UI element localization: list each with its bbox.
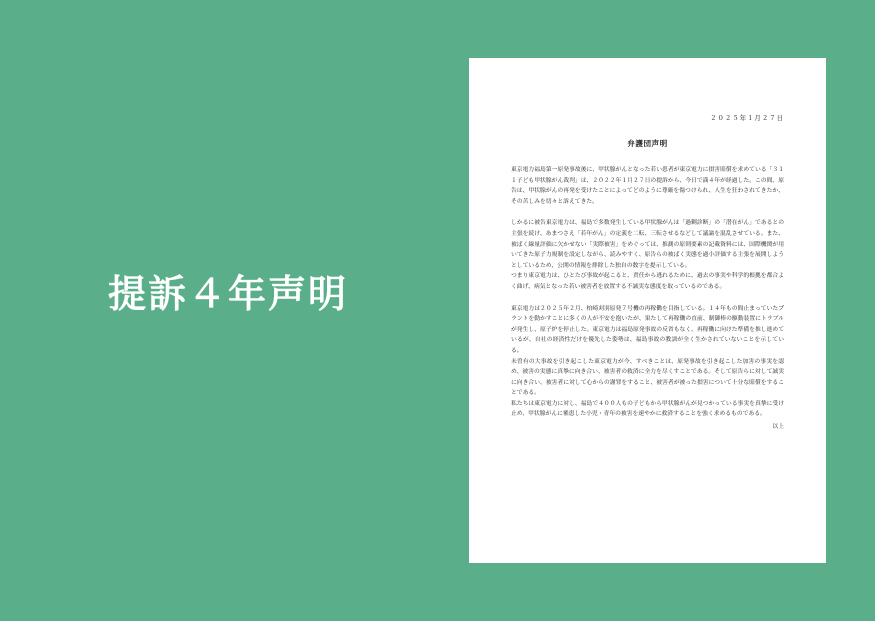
statement-document — [469, 58, 826, 563]
paragraph-4: 東京電力は２０２５年２月、柏崎刈羽原発７号機の再稼働を目指している。１４年もの間止まっていたプラントを動かすことに多くの人が不安を抱いたが、果たして再稼働の直前、制御棒の駆動装置にトラブルが発生し、原子炉を停止した。東京電力は福島原発事故の反省もなく、再稼働に向けた準備を推し進めているが、自社の経済性だけを優先した姿勢は、福島事故の教訓が全く生かされていないことを示している。 — [511, 305, 784, 354]
paragraph-6: 私たちは東京電力に対し、福島で４００人もの子どもから甲状腺がんが見つかっている事実を真摯に受け止め、甲状腺がんに罹患した小児・青年の被害を速やかに救済することを強く求めるものである。 — [511, 400, 784, 418]
document-date: ２０２５年１月２７日 — [710, 114, 784, 122]
paragraph-1: 東京電力福島第一原発事故後に、甲状腺がんとなった若い患者が東京電力に損害賠償を求めている「３１１子ども甲状腺がん裁判」は、２０２２年１月２７日の提訴から、今日で満４年が経過した。この間、原告は、甲状腺がんの再発を受けたことによってどのように尊厳を傷つけられ、人生を狂わされてきたか、その苦しみを切々と訴えてきた。 — [511, 167, 784, 205]
document-closing: 以上 — [772, 424, 784, 431]
paragraph-5: 未曽有の大事故を引き起こした東京電力が今、すべきことは、原発事故を引き起こした加害の事実を認め、被害の実態に真摯に向き合い、被害者の救済に全力を尽くすことである。そして原告らに対して誠実に向き合い、被害者に対して心からの謝罪をすること、被害者が被った損害について十分な賠償をすることである。 — [511, 358, 784, 397]
paragraph-3: つまり東京電力は、ひとたび事故が起こると、責任から逃れるために、過去の事実や科学的根拠を都合よく曲げ、病気となった若い被害者を放置する不誠実な態度を取っているのである。 — [511, 273, 784, 290]
slide-headline: 提訴４年声明 — [108, 272, 349, 316]
paragraph-2: しかるに被告東京電力は、福島で多数発生している甲状腺がんは「過剰診断」の「潜在がん」であるとの主張を続け、あまつさえ「若年がん」の定義を二転、三転させるなどして議論を混乱させている。また、被ばく線量評価に欠かせない「実際被害」をめぐっては、推測の原則要素の記載資料には、国際機関が用いてきた原子力規制を設定しながら、読みやすく、原告らの被ばく実態を過小評価する主張を展開しようとしているため、公開の情報を排除した独自の数字を提示している。 — [511, 220, 784, 269]
document-title: 弁護団声明 — [627, 139, 668, 148]
